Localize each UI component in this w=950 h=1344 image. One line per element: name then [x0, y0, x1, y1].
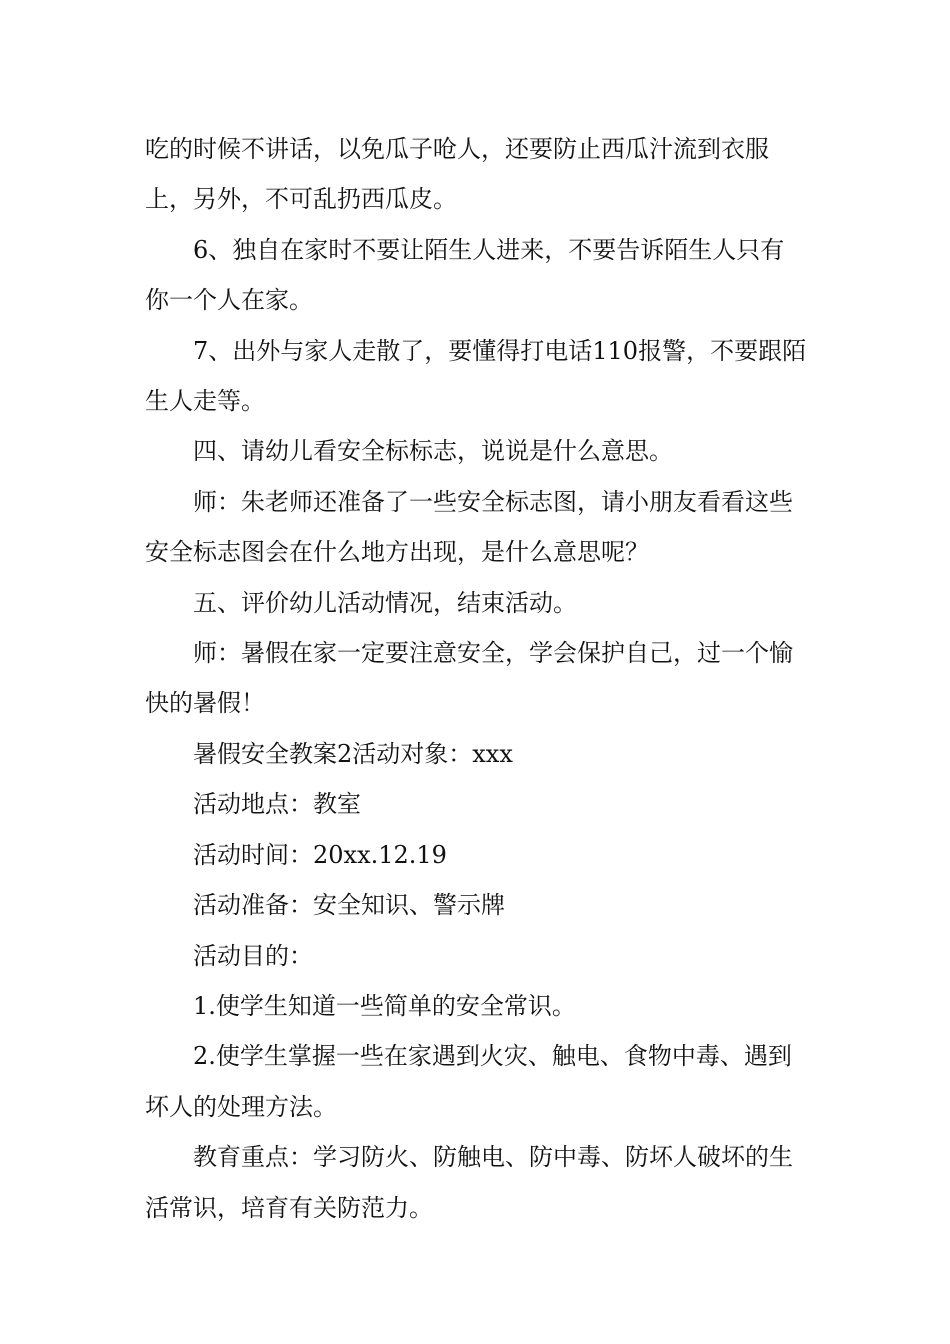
- paragraph-goal-1: 1.使学生知道一些简单的安全常识。: [193, 991, 576, 1020]
- paragraph-section-4: 四、请幼儿看安全标标志，说说是什么意思。: [193, 437, 673, 466]
- paragraph-activity-time: 活动时间：20xx.12.19: [193, 840, 447, 869]
- paragraph-goal-2: 2.使学生掌握一些在家遇到火灾、触电、食物中毒、遇到坏人的处理方法。: [145, 1042, 792, 1121]
- paragraph-teacher-summary: 师：暑假在家一定要注意安全，学会保护自己，过一个愉快的暑假！: [145, 639, 793, 718]
- paragraph-activity-goals-heading: 活动目的：: [193, 941, 313, 970]
- paragraph-activity-preparation: 活动准备：安全知识、警示牌: [193, 891, 505, 920]
- document-page: [145, 124, 807, 1233]
- paragraph-lesson2-target: 暑假安全教案2活动对象：xxx: [193, 739, 513, 768]
- paragraph-teacher-signs: 师：朱老师还准备了一些安全标志图，请小朋友看看这些安全标志图会在什么地方出现，是什么意思呢？: [145, 487, 793, 567]
- paragraph-section-5: 五、评价幼儿活动情况，结束活动。: [193, 588, 577, 617]
- paragraph-education-focus: 教育重点：学习防火、防触电、防中毒、防坏人破坏的生活常识，培育有关防范力。: [145, 1143, 793, 1222]
- paragraph-activity-location: 活动地点：教室: [193, 790, 361, 819]
- paragraph-watermelon-safety: 吃的时候不讲话，以免瓜子呛人，还要防止西瓜汁流到衣服上，另外，不可乱扔西瓜皮。: [145, 135, 769, 214]
- paragraph-item-7: 7、出外与家人走散了，要懂得打电话110报警，不要跟陌生人走等。: [145, 336, 807, 416]
- paragraph-item-6: 6、独自在家时不要让陌生人进来，不要告诉陌生人只有你一个人在家。: [145, 235, 785, 315]
